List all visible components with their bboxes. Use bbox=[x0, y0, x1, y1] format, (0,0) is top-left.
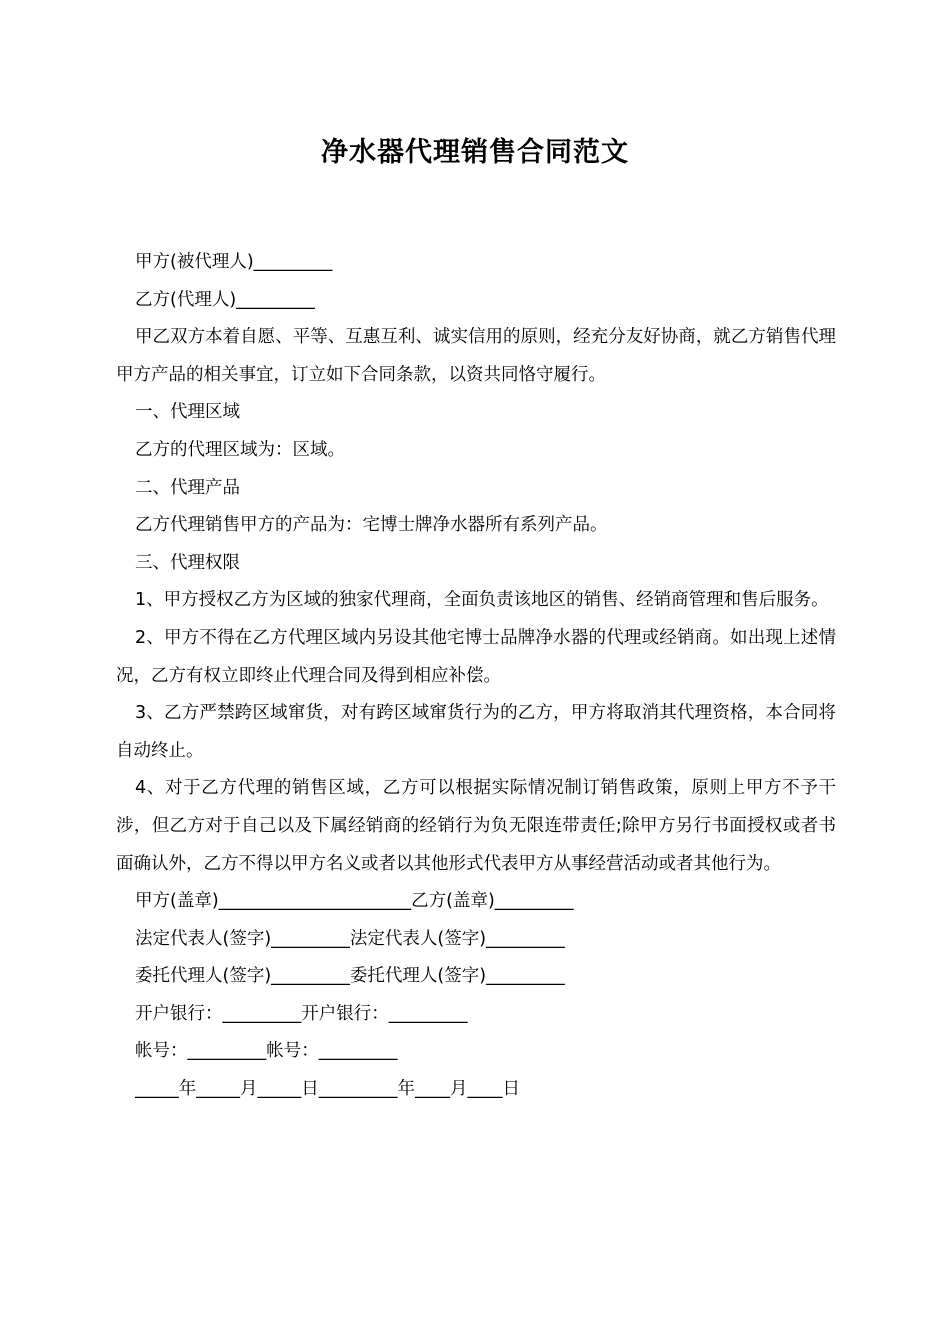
section-1-text: 乙方的代理区域为：区域。 bbox=[135, 439, 345, 460]
clause-2: 2、甲方不得在乙方代理区域内另设其他宅博士品牌净水器的代理或经销商。如出现上述情况，乙方有权立即终止代理合同及得到相应补偿。 bbox=[116, 627, 836, 686]
section-2-heading: 二、代理产品 bbox=[135, 477, 240, 498]
signature-representative-line: 法定代表人(签字)_________法定代表人(签字)_________ bbox=[135, 928, 565, 949]
clause-4: 4、对于乙方代理的销售区域，乙方可以根据实际情况制订销售政策，原则上甲方不予干涉，但乙方对于自己以及下属经销商的经销行为负无限连带责任;除甲方另行书面授权或者书面确认外，乙方不得以甲方名义或者以其他形式代表甲方从事经营活动或者其他行为。 bbox=[116, 778, 836, 874]
signature-date-line: _____年_____月_____日_________年____月____日 bbox=[135, 1079, 520, 1100]
signature-bank-line: 开户银行：_________开户银行：_________ bbox=[135, 1003, 468, 1024]
document-body bbox=[116, 244, 836, 1109]
clause-3: 3、乙方严禁跨区域窜货，对有跨区域窜货行为的乙方，甲方将取消其代理资格，本合同将自动终止。 bbox=[116, 703, 836, 761]
signature-seal-line: 甲方(盖章)______________________乙方(盖章)_________ bbox=[135, 891, 574, 912]
clause-1: 1、甲方授权乙方为区域的独家代理商，全面负责该地区的销售、经销商管理和售后服务。 bbox=[135, 590, 829, 611]
signature-agent-line: 委托代理人(签字)_________委托代理人(签字)_________ bbox=[135, 966, 565, 987]
section-3-heading: 三、代理权限 bbox=[135, 552, 240, 573]
document-title: 净水器代理销售合同范文 bbox=[321, 137, 629, 168]
signature-block bbox=[116, 883, 836, 1109]
party-b-line: 乙方(代理人)_________ bbox=[135, 289, 315, 310]
signature-account-line: 帐号：_________帐号：_________ bbox=[135, 1041, 398, 1062]
section-1-heading: 一、代理区域 bbox=[135, 402, 240, 423]
section-2-text: 乙方代理销售甲方的产品为：宅博士牌净水器所有系列产品。 bbox=[135, 515, 608, 536]
intro-paragraph: 甲乙双方本着自愿、平等、互惠互利、诚实信用的原则，经充分友好协商，就乙方销售代理甲方产品的相关事宜，订立如下合同条款，以资共同恪守履行。 bbox=[116, 327, 836, 385]
party-a-line: 甲方(被代理人)_________ bbox=[135, 252, 333, 272]
